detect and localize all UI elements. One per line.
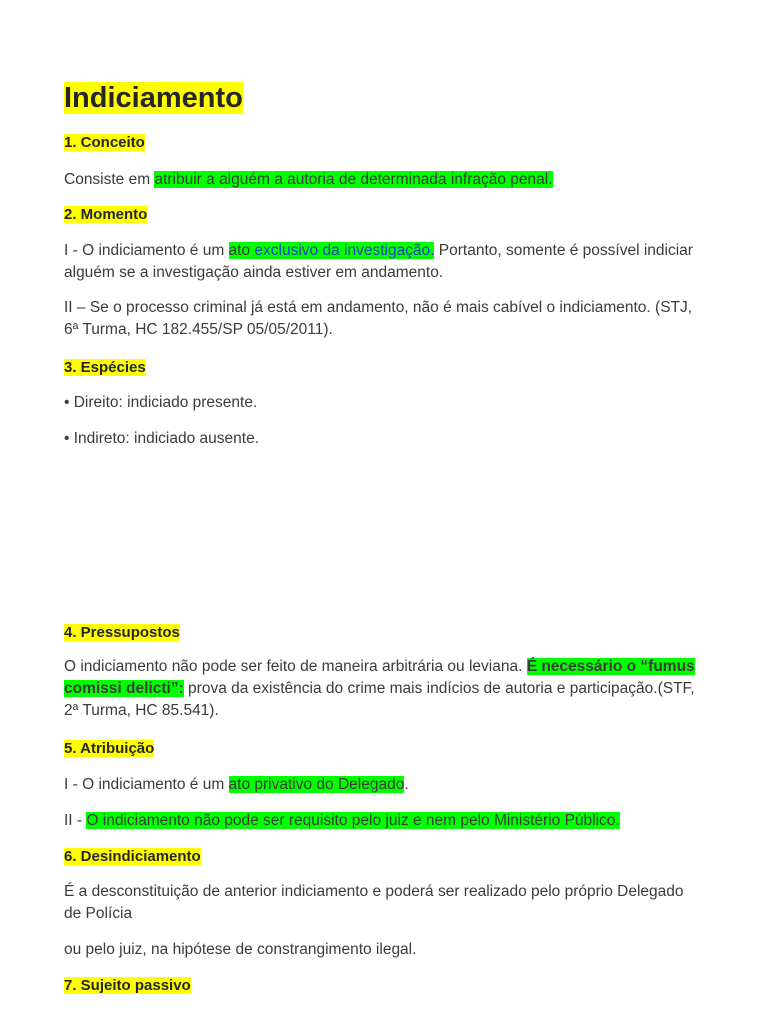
highlight-text: atribuir a alguém a autoria de determinada infração penal. bbox=[154, 171, 553, 188]
highlight-text: ato privativo do Delegado bbox=[228, 776, 405, 793]
paragraph-momento-1: I - O indiciamento é um ato exclusivo da investigação. Portanto, somente é possível indiciar alguém se a investigação ainda estiver em andamento. bbox=[64, 242, 693, 281]
highlight-text: O indiciamento não pode ser requisito pelo juiz e nem pelo Ministério Público. bbox=[86, 812, 620, 829]
paragraph-momento-2: II – Se o processo criminal já está em andamento, não é mais cabível o indiciamento. (STJ, 6ª Turma, HC 182.455/SP 05/05/2011). bbox=[64, 299, 693, 338]
list-item-direito: • Direito: indiciado presente. bbox=[64, 394, 258, 411]
highlight-text: É necessário o “fumus comissi delicti”: bbox=[64, 658, 695, 697]
section-heading-desindiciamento: 6. Desindiciamento bbox=[64, 848, 201, 865]
paragraph-conceito: Consiste em atribuir a alguém a autoria de determinada infração penal. bbox=[64, 171, 553, 188]
section-heading-conceito: 1. Conceito bbox=[64, 134, 145, 151]
section-heading-atribuicao: 5. Atribuição bbox=[64, 740, 155, 757]
paragraph-pressupostos: O indiciamento não pode ser feito de maneira arbitrária ou leviana. É necessário o “fumus comissi delicti”: prova da existência do crime mais indícios de autoria e participação.(STF, 2ª Turma, HC 85.541). bbox=[64, 658, 695, 719]
list-item-indireto: • Indireto: indiciado ausente. bbox=[64, 430, 259, 447]
highlight-text: ato exclusivo da investigação. bbox=[228, 242, 435, 259]
section-heading-sujeito-passivo: 7. Sujeito passivo bbox=[64, 977, 191, 994]
document-title: Indiciamento bbox=[64, 82, 243, 114]
section-heading-momento: 2. Momento bbox=[64, 206, 148, 223]
paragraph-atribuicao-1: I - O indiciamento é um ato privativo do Delegado. bbox=[64, 776, 409, 793]
section-heading-pressupostos: 4. Pressupostos bbox=[64, 624, 180, 641]
paragraph-desindiciamento-1: É a desconstituição de anterior indiciamento e poderá ser realizado pelo próprio Delegado de Polícia bbox=[64, 883, 684, 922]
paragraph-atribuicao-2: II - O indiciamento não pode ser requisito pelo juiz e nem pelo Ministério Público. bbox=[64, 812, 620, 829]
paragraph-desindiciamento-2: ou pelo juiz, na hipótese de constrangimento ilegal. bbox=[64, 941, 417, 958]
section-heading-especies: 3. Espécies bbox=[64, 359, 146, 376]
